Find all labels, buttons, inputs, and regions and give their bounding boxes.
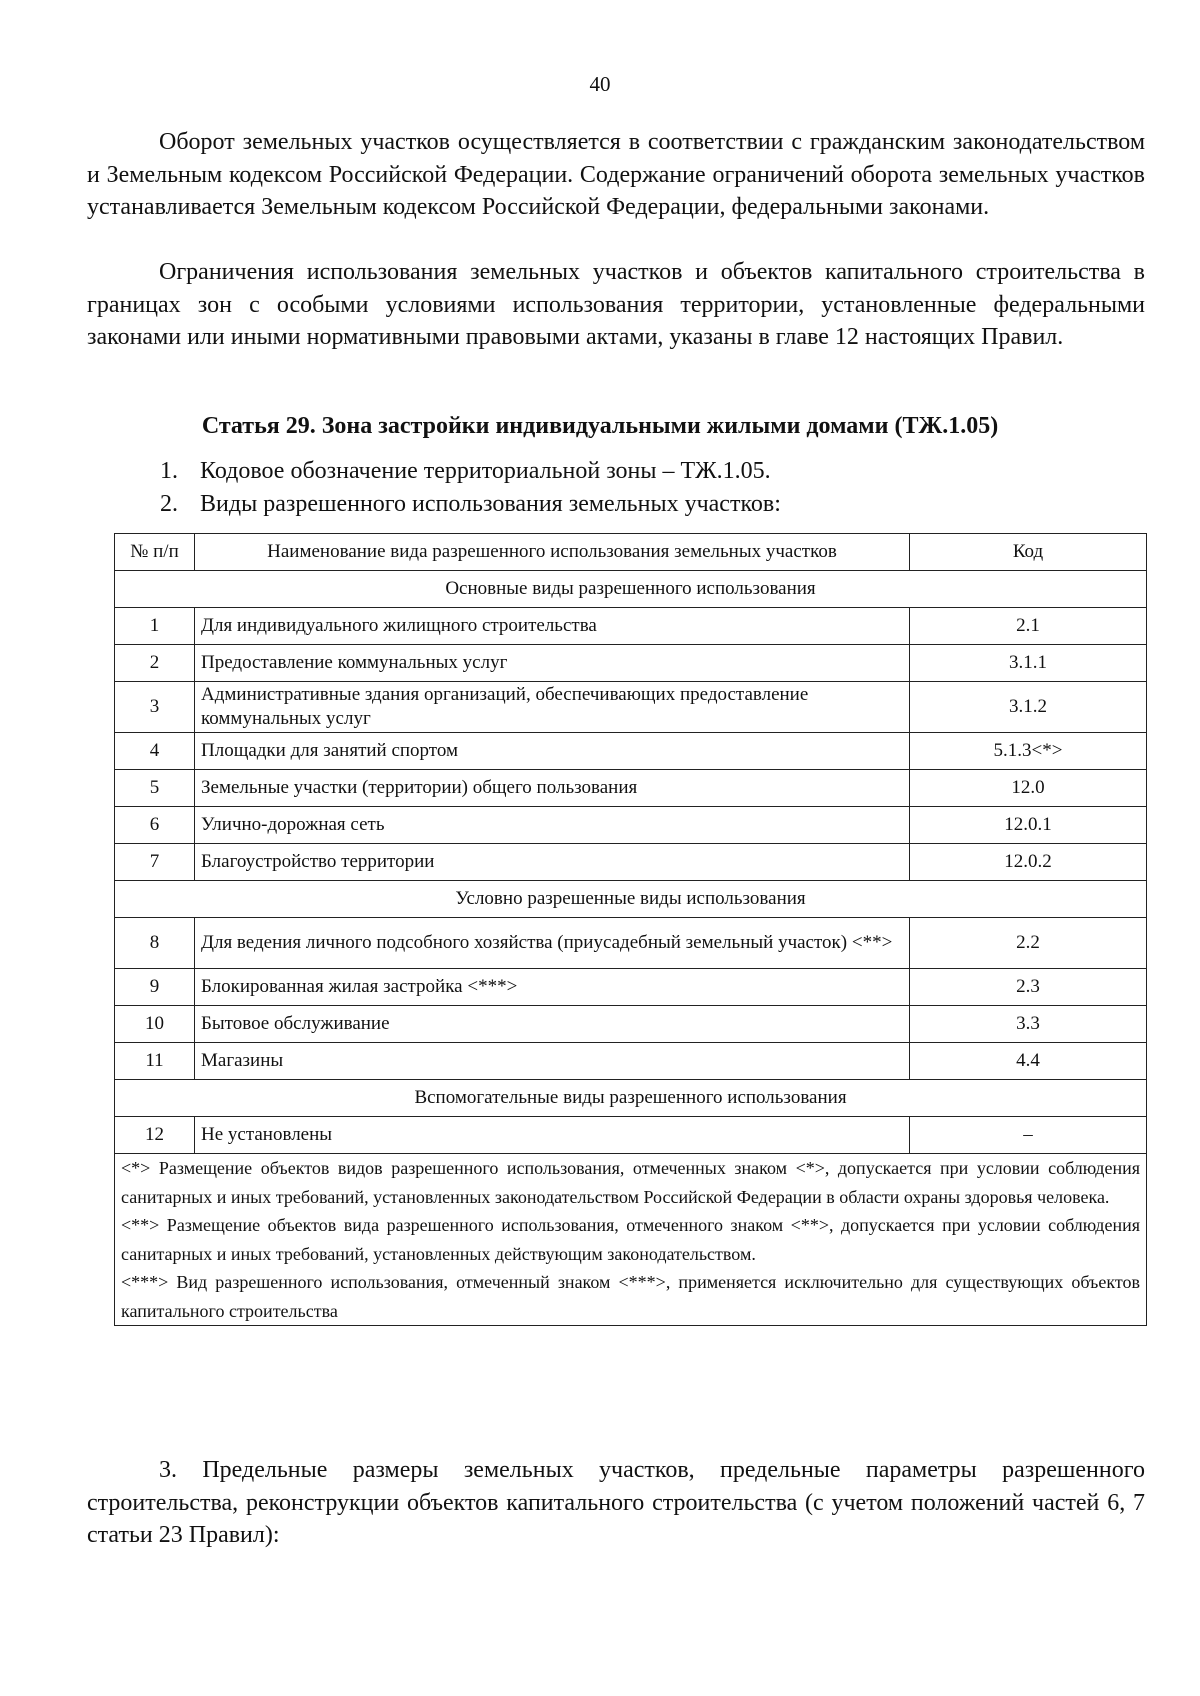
list-item: [160, 491, 781, 518]
row-name: Земельные участки (территории) общего пользования: [195, 770, 910, 807]
row-code: –: [910, 1117, 1147, 1154]
table-row: [115, 645, 1147, 682]
row-code: 3.3: [910, 1006, 1147, 1043]
table-row: [115, 1006, 1147, 1043]
paragraph-2-block: [87, 256, 1145, 354]
header-num: № п/п: [115, 534, 195, 571]
row-name: Бытовое обслуживание: [195, 1006, 910, 1043]
paragraph-1: Оборот земельных участков осуществляется в соответствии с гражданским законодательством и Земельным кодексом Российской Федерации. Содержание ограничений оборота земельных участков устанавливается Земельным кодексом Российской Федерации, федеральными законами.: [87, 129, 1145, 220]
row-code: 5.1.3<*>: [910, 733, 1147, 770]
footnote: <***> Вид разрешенного использования, отмеченный знаком <***>, применяется исключительно для существующих объектов капитального строительства: [121, 1272, 1140, 1321]
row-code: 12.0.1: [910, 807, 1147, 844]
closing-paragraph-block: [87, 1454, 1145, 1552]
table-row: [115, 682, 1147, 733]
header-name: Наименование вида разрешенного использования земельных участков: [195, 534, 910, 571]
section-row: [115, 881, 1147, 918]
row-code: 3.1.2: [910, 682, 1147, 733]
row-num: 1: [115, 608, 195, 645]
notes-row: [115, 1154, 1147, 1326]
paragraph-2: Ограничения использования земельных участков и объектов капитального строительства в границах зон с особыми условиями использования территории, установленные федеральными законами или иными нормативными правовыми актами, указаны в главе 12 настоящих Правил.: [87, 259, 1145, 350]
row-name: Для индивидуального жилищного строительства: [195, 608, 910, 645]
row-num: 6: [115, 807, 195, 844]
row-name: Административные здания организаций, обеспечивающих предоставление коммунальных услуг: [195, 682, 910, 733]
table-row: [115, 608, 1147, 645]
row-num: 7: [115, 844, 195, 881]
row-num: 2: [115, 645, 195, 682]
row-name: Площадки для занятий спортом: [195, 733, 910, 770]
row-code: 12.0.2: [910, 844, 1147, 881]
list-item-number: 2.: [160, 491, 178, 517]
section-title: Основные виды разрешенного использования: [115, 571, 1147, 608]
row-name: Магазины: [195, 1043, 910, 1080]
permitted-use-table: [114, 533, 1147, 1326]
row-code: 2.1: [910, 608, 1147, 645]
list-item-number: 1.: [160, 458, 178, 484]
row-code: 4.4: [910, 1043, 1147, 1080]
table-header-row: [115, 534, 1147, 571]
table-row: [115, 807, 1147, 844]
section-row: [115, 1080, 1147, 1117]
row-name: Предоставление коммунальных услуг: [195, 645, 910, 682]
footnote: <*> Размещение объектов видов разрешенного использования, отмеченных знаком <*>, допускается при условии соблюдения санитарных и иных требований, установленных законодательством Российской Федерации в области охраны здоровья человека.: [121, 1158, 1140, 1207]
row-num: 11: [115, 1043, 195, 1080]
table-row: [115, 733, 1147, 770]
table-row: [115, 844, 1147, 881]
row-name: Благоустройство территории: [195, 844, 910, 881]
row-name: Для ведения личного подсобного хозяйства (приусадебный земельный участок) <**>: [195, 918, 910, 969]
row-num: 12: [115, 1117, 195, 1154]
section-title: Условно разрешенные виды использования: [115, 881, 1147, 918]
page-number: 40: [589, 72, 611, 96]
row-num: 10: [115, 1006, 195, 1043]
closing-paragraph: 3. Предельные размеры земельных участков, предельные параметры разрешенного строительства, реконструкции объектов капитального строительства (с учетом положений частей 6, 7 статьи 23 Правил):: [87, 1457, 1145, 1548]
row-code: 2.3: [910, 969, 1147, 1006]
article-heading: Статья 29. Зона застройки индивидуальными жилыми домами (ТЖ.1.05): [201, 413, 999, 439]
footnote: <**> Размещение объектов вида разрешенного использования, отмеченного знаком <**>, допускается при условии соблюдения санитарных и иных требований, установленных действующим законодательством.: [121, 1215, 1140, 1264]
list-item: [160, 458, 771, 485]
table-row: [115, 1117, 1147, 1154]
list-item-text: Кодовое обозначение территориальной зоны – ТЖ.1.05.: [200, 458, 771, 484]
table-row: [115, 770, 1147, 807]
row-name: Блокированная жилая застройка <***>: [195, 969, 910, 1006]
table-row: [115, 1043, 1147, 1080]
section-title: Вспомогательные виды разрешенного использования: [115, 1080, 1147, 1117]
footnotes: [115, 1154, 1147, 1326]
row-num: 5: [115, 770, 195, 807]
row-name: Не установлены: [195, 1117, 910, 1154]
table-row: [115, 969, 1147, 1006]
list-item-text: Виды разрешенного использования земельных участков:: [200, 491, 781, 517]
paragraph-1-block: [87, 126, 1145, 224]
row-num: 3: [115, 682, 195, 733]
row-code: 12.0: [910, 770, 1147, 807]
table-row: [115, 918, 1147, 969]
row-num: 4: [115, 733, 195, 770]
section-row: [115, 571, 1147, 608]
row-code: 2.2: [910, 918, 1147, 969]
row-code: 3.1.1: [910, 645, 1147, 682]
row-num: 8: [115, 918, 195, 969]
header-code: Код: [910, 534, 1147, 571]
row-name: Улично-дорожная сеть: [195, 807, 910, 844]
row-num: 9: [115, 969, 195, 1006]
